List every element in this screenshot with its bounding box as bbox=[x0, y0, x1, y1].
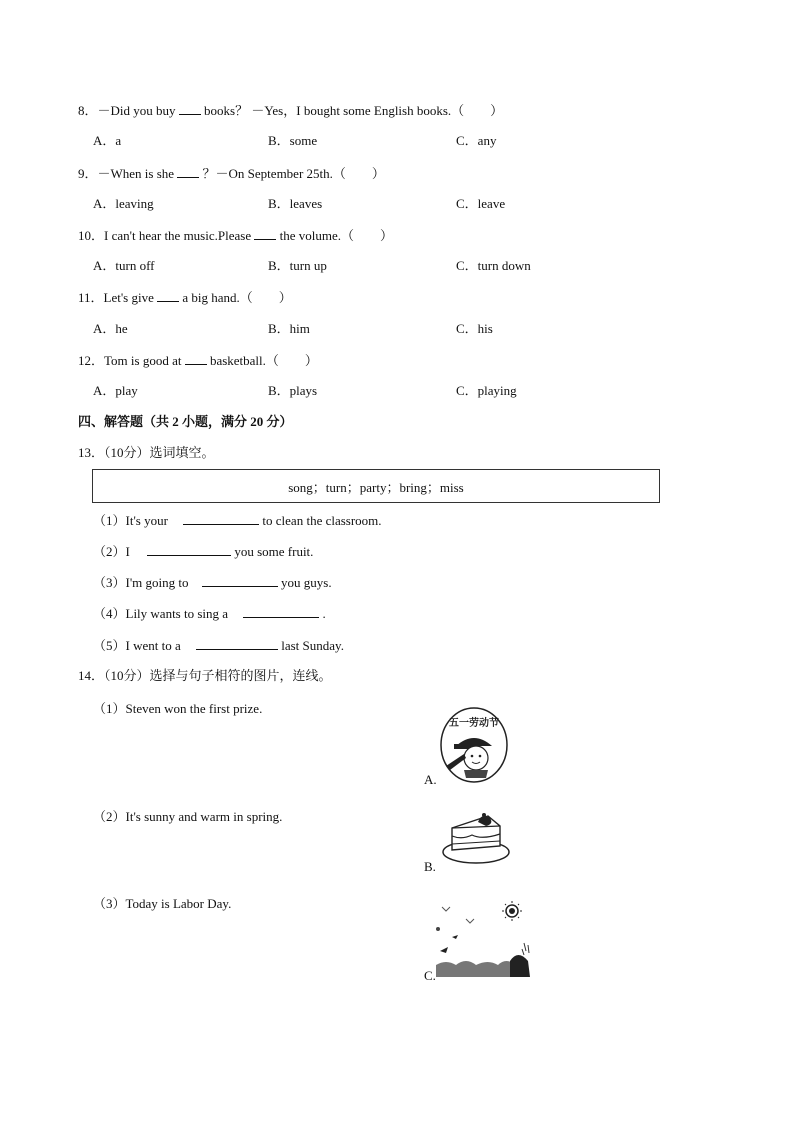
section-heading: 四、解答题（共 2 小题，满分 20 分） bbox=[78, 414, 293, 429]
item-text-end: you guys. bbox=[281, 575, 332, 590]
question-11 bbox=[78, 289, 292, 306]
item-text-end: to clean the classroom. bbox=[262, 513, 382, 528]
picture-a-label: A. bbox=[424, 772, 437, 787]
question-11-option-c[interactable]: C．his bbox=[456, 321, 493, 336]
question-13-title: 13．（10分）选词填空。 bbox=[78, 445, 215, 460]
question-11-stem-start: 11．Let's give bbox=[78, 290, 154, 305]
picture-b-label: B. bbox=[424, 859, 436, 874]
question-8-option-c[interactable]: C．any bbox=[456, 133, 497, 148]
question-13-item-5 bbox=[93, 637, 344, 654]
question-9-stem-end: ？－On September 25th.（ ） bbox=[202, 166, 385, 181]
fill-blank[interactable] bbox=[183, 512, 259, 525]
question-8-option-b[interactable]: B．some bbox=[268, 133, 318, 148]
question-13-item-3 bbox=[93, 574, 332, 591]
question-12-option-c[interactable]: C．playing bbox=[456, 383, 517, 398]
word-bank-text: song；turn；party；bring；miss bbox=[288, 479, 464, 495]
answer-blank[interactable] bbox=[185, 352, 207, 365]
question-10 bbox=[78, 227, 393, 244]
picture-c-label: C. bbox=[424, 968, 436, 983]
item-text-start: （3）I'm going to bbox=[93, 575, 189, 590]
question-10-stem-start: 10．I can't hear the music.Please bbox=[78, 228, 252, 243]
item-text-start: （5）I went to a bbox=[93, 638, 181, 653]
question-10-option-c[interactable]: C．turn down bbox=[456, 258, 531, 273]
question-12 bbox=[78, 352, 318, 369]
fill-blank[interactable] bbox=[243, 605, 319, 618]
question-12-option-a[interactable]: A．play bbox=[93, 383, 138, 398]
question-14-sentence-1[interactable]: （1）Steven won the first prize. bbox=[93, 701, 263, 716]
item-text-start: （4）Lily wants to sing a bbox=[93, 606, 229, 621]
answer-blank[interactable] bbox=[177, 165, 199, 178]
question-12-stem-start: 12．Tom is good at bbox=[78, 353, 182, 368]
question-12-stem-end: basketball.（ ） bbox=[209, 353, 318, 368]
question-13-item-4 bbox=[93, 605, 326, 622]
item-text-end: last Sunday. bbox=[281, 638, 344, 653]
question-11-option-b[interactable]: B．him bbox=[268, 321, 310, 336]
question-11-stem-end: a big hand.（ ） bbox=[182, 290, 292, 305]
item-text-start: （2）I bbox=[93, 544, 130, 559]
item-text-start: （1）It's your bbox=[93, 513, 168, 528]
question-9 bbox=[78, 165, 385, 182]
answer-blank[interactable] bbox=[157, 289, 179, 302]
question-8-option-a[interactable]: A．a bbox=[93, 133, 122, 148]
question-13-item-2 bbox=[93, 543, 313, 560]
answer-blank[interactable] bbox=[179, 102, 201, 115]
fill-blank[interactable] bbox=[147, 543, 231, 556]
labor-day-caption: 五一劳动节 bbox=[449, 718, 499, 729]
word-bank-box bbox=[92, 469, 660, 503]
question-14-title: 14．（10分）选择与句子相符的图片，连线。 bbox=[78, 668, 332, 683]
answer-blank[interactable] bbox=[254, 227, 276, 240]
question-8-stem-end: books？ －Yes，I bought some English books.（ ） bbox=[204, 103, 504, 118]
question-10-stem-end: the volume.（ ） bbox=[279, 228, 393, 243]
question-8 bbox=[78, 102, 503, 119]
item-text-end: you some fruit. bbox=[234, 544, 314, 559]
fill-blank[interactable] bbox=[196, 637, 278, 650]
item-text-end: . bbox=[322, 606, 326, 621]
question-11-option-a[interactable]: A．he bbox=[93, 321, 128, 336]
question-9-stem-start: 9．－When is she bbox=[78, 166, 175, 181]
question-14-sentence-2[interactable]: （2）It's sunny and warm in spring. bbox=[93, 809, 283, 824]
question-9-option-c[interactable]: C．leave bbox=[456, 196, 506, 211]
question-9-option-b[interactable]: B．leaves bbox=[268, 196, 323, 211]
question-10-option-b[interactable]: B．turn up bbox=[268, 258, 327, 273]
spring-scene-icon[interactable] bbox=[436, 899, 536, 979]
cake-icon[interactable] bbox=[438, 806, 518, 866]
question-12-option-b[interactable]: B．plays bbox=[268, 383, 318, 398]
question-10-option-a[interactable]: A．turn off bbox=[93, 258, 155, 273]
fill-blank[interactable] bbox=[202, 574, 278, 587]
labor-day-worker-icon[interactable] bbox=[438, 704, 510, 784]
question-8-stem-start: 8．－Did you buy bbox=[78, 103, 176, 118]
question-13-item-1 bbox=[93, 512, 382, 529]
question-14-sentence-3[interactable]: （3）Today is Labor Day. bbox=[93, 896, 232, 911]
question-9-option-a[interactable]: A．leaving bbox=[93, 196, 154, 211]
